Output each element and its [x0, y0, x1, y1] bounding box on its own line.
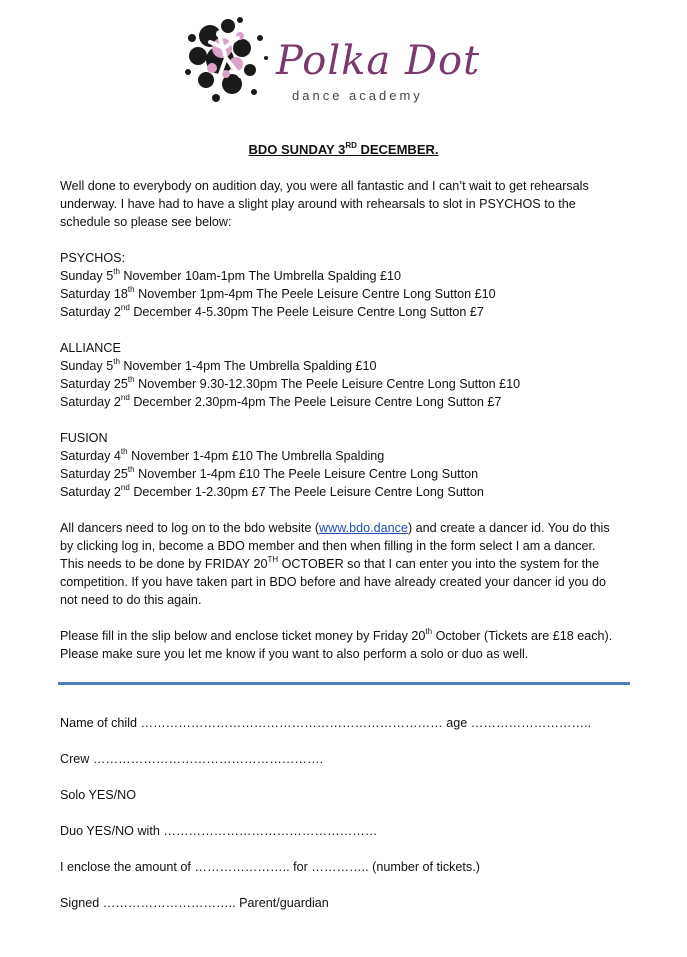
- enclose-amount-field: I enclose the amount of ………………….. for ………….. (number of tickets.): [60, 860, 480, 874]
- group-name: ALLIANCE: [60, 341, 121, 355]
- session-line: Saturday 4th November 1-4pm £10 The Umbrella Spalding: [60, 446, 385, 463]
- session-line: Saturday 2nd December 4-5.30pm The Peele Leisure Centre Long Sutton £7: [60, 302, 484, 319]
- intro-paragraph: Well done to everybody on audition day, you were all fantastic and I can’t wait to get rehearsals underway. I have had to have a slight play around with rehearsals to slot in PSYCHOS to the schedule so please see below:: [60, 179, 589, 229]
- group-name: FUSION: [60, 431, 108, 445]
- letter-body: [60, 177, 620, 663]
- dancer-splash-icon: [180, 8, 290, 108]
- slip-paragraph: Please fill in the slip below and enclose ticket money by Friday 20th October (Tickets are £18 each). Please make sure you let me know if you want to also perform a solo or duo as well.: [60, 626, 613, 661]
- group-alliance: [60, 339, 620, 411]
- session-line: Saturday 18th November 1pm-4pm The Peele Leisure Centre Long Sutton £10: [60, 284, 496, 301]
- brand-tagline: dance academy: [292, 88, 423, 103]
- group-fusion: [60, 429, 620, 501]
- solo-field: Solo YES/NO: [60, 788, 137, 802]
- signed-field: Signed ………………………….. Parent/guardian: [60, 896, 329, 910]
- name-of-child-field: Name of child ……………………………………………………………… age ………………………..: [60, 716, 592, 730]
- academy-logo: [180, 8, 500, 108]
- session-line: Saturday 2nd December 2.30pm-4pm The Peele Leisure Centre Long Sutton £7: [60, 392, 502, 409]
- website-paragraph: All dancers need to log on to the bdo website (www.bdo.dance) and create a dancer id. You do this by clicking log in, become a BDO member and then when filling in the form select I am a dancer. This needs to be done by FRIDAY 20TH OCTOBER so that I can enter you into the system for the competition. If you have taken part in BDO before and have already created your dancer id you do not need to do this again.: [60, 521, 610, 607]
- session-line: Saturday 2nd December 1-2.30pm £7 The Peele Leisure Centre Long Sutton: [60, 482, 484, 499]
- page-title: BDO SUNDAY 3RD DECEMBER.: [248, 140, 439, 157]
- duo-field: Duo YES/NO with ……………………………………………: [60, 824, 378, 838]
- brand-name: Polka Dot: [276, 38, 481, 84]
- crew-field: Crew ……………………………………………….: [60, 752, 324, 766]
- bdo-website-link[interactable]: www.bdo.dance: [319, 521, 408, 535]
- session-line: Sunday 5th November 1-4pm The Umbrella Spalding £10: [60, 356, 377, 373]
- group-name: PSYCHOS:: [60, 251, 126, 265]
- session-line: Saturday 25th November 1-4pm £10 The Peele Leisure Centre Long Sutton: [60, 464, 479, 481]
- session-line: Sunday 5th November 10am-1pm The Umbrella Spalding £10: [60, 266, 402, 283]
- reply-slip: [60, 714, 620, 930]
- group-psychos: [60, 249, 620, 321]
- cut-line-divider: [58, 682, 630, 685]
- session-line: Saturday 25th November 9.30-12.30pm The Peele Leisure Centre Long Sutton £10: [60, 374, 521, 391]
